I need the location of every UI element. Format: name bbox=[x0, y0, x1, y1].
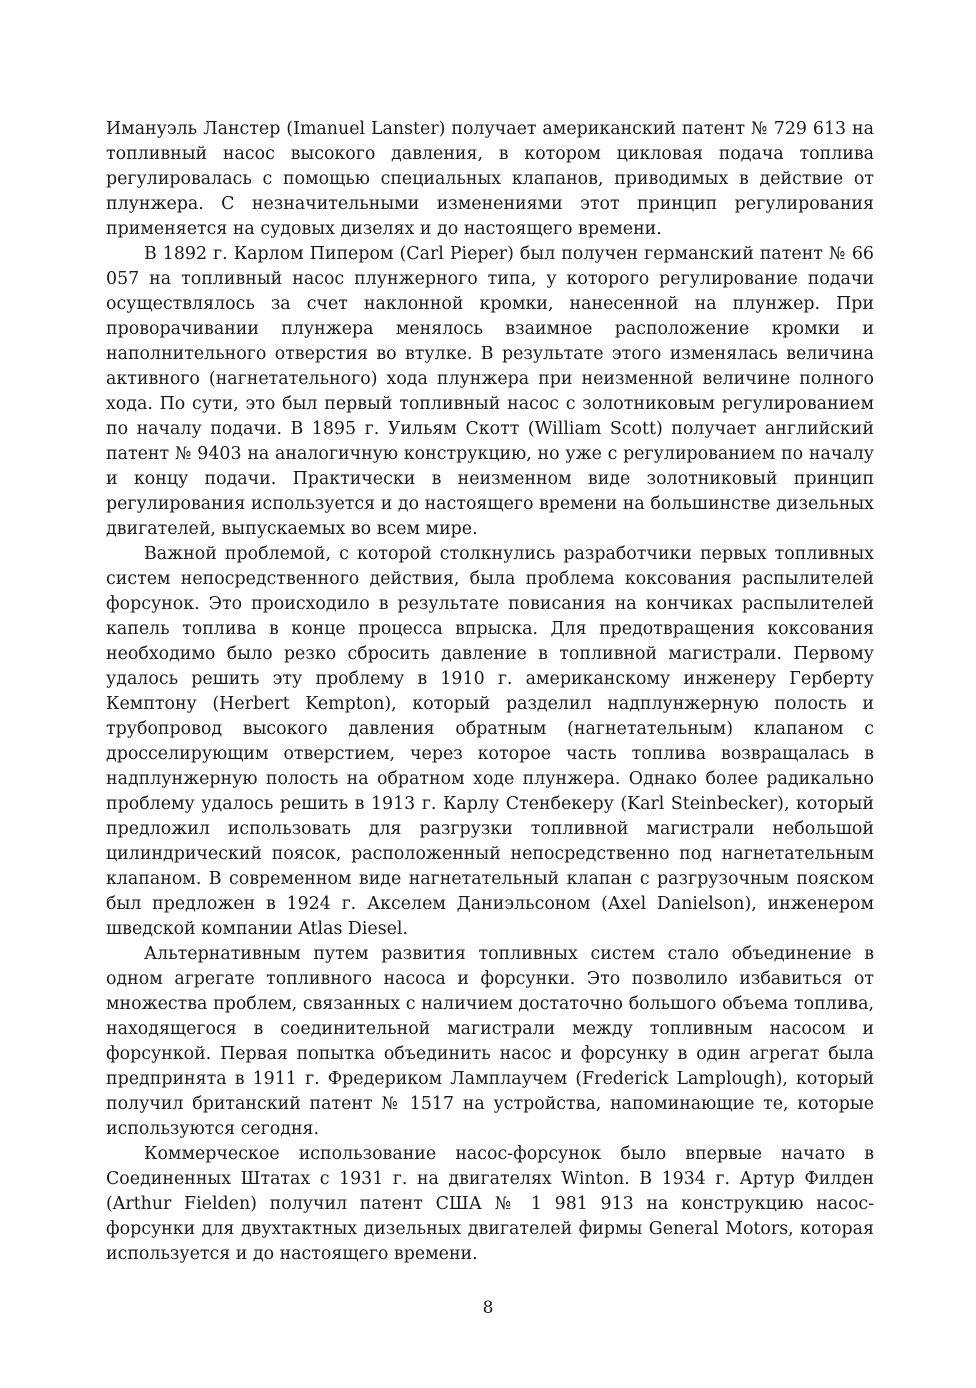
paragraph-commercial-use: Коммерческое использование насос-форсунок было впервые начато в Соединенных Штатах с 1931 г. на двигателях Winton. В 1934 г. Артур Филден (Arthur Fielden) получил патент США № 1 981 913 на конструкцию насос-форсунки для двухтактных дизельных двигателей фирмы General Motors, которая используется и до настоящего времени. bbox=[106, 1144, 874, 1264]
page-number: 8 bbox=[482, 1298, 494, 1318]
paragraph-pieper: В 1892 г. Карлом Пипером (Carl Pieper) был получен германский патент № 66 057 на топливный насос плунжерного типа, у которого регулирование подачи осуществлялось за счет наклонной кромки, нанесенной на плунжер. При проворачивании плунжера менялось взаимное расположение кромки и наполнительного отверстия во втулке. В результате этого изменялась величина активного (нагнетательного) хода плунжера при неизменной величине полного хода. По сути, это был первый топливный насос с золотниковым регулированием по началу подачи. В 1895 г. Уильям Скотт (William Scott) получает английский патент № 9403 на аналогичную конструкцию, но уже с регулированием по началу и концу подачи. Практически в неизменном виде золотниковый принцип регулирования используется и до настоящего времени на большинстве дизельных двигателей, выпускаемых во всем мире. bbox=[106, 244, 874, 539]
paragraph-lanster: Имануэль Ланстер (Imanuel Lanster) получает американский патент № 729 613 на топливный насос высокого давления, в котором цикловая подача топлива регулировалась с помощью специальных клапанов, приводимых в действие от плунжера. С незначительными изменениями этот принцип регулирования применяется на судовых дизелях и до настоящего времени. bbox=[106, 119, 874, 239]
paragraph-coking: Важной проблемой, с которой столкнулись разработчики первых топливных систем непосредственного действия, была проблема коксования распылителей форсунок. Это происходило в результате повисания на кончиках распылителей капель топлива в конце процесса впрыска. Для предотвращения коксования необходимо было резко сбросить давление в топливной магистрали. Первому удалось решить эту проблему в 1910 г. американскому инженеру Герберту Кемптону (Herbert Kempton), который разделил надплунжерную полость и трубопровод высокого давления обратным (нагнетательным) клапаном с дросселирующим отверстием, через которое часть топлива возвращалась в надплунжерную полость на обратном ходе плунжера. Однако более радикально проблему удалось решить в 1913 г. Карлу Стенбекеру (Karl Steinbecker), который предложил использовать для разгрузки топливной магистрали небольшой цилиндрический поясок, расположенный непосредственно под нагнетательным клапаном. В современном виде нагнетательный клапан с разгрузочным пояском был предложен в 1924 г. Акселем Даниэльсоном (Axel Danielson), инженером шведской компании Atlas Diesel. bbox=[106, 544, 874, 939]
body-text bbox=[106, 117, 874, 1267]
paragraph-unit-injector: Альтернативным путем развития топливных систем стало объединение в одном агрегате топливного насоса и форсунки. Это позволило избавиться от множества проблем, связанных с наличием достаточно большого объема топлива, находящегося в соединительной магистрали между топливным насосом и форсункой. Первая попытка объединить насос и форсунку в один агрегат была предпринята в 1911 г. Фредериком Ламплаучем (Frederick Lamplough), который получил британский патент № 1517 на устройства, напоминающие те, которые используются сегодня. bbox=[106, 944, 874, 1139]
